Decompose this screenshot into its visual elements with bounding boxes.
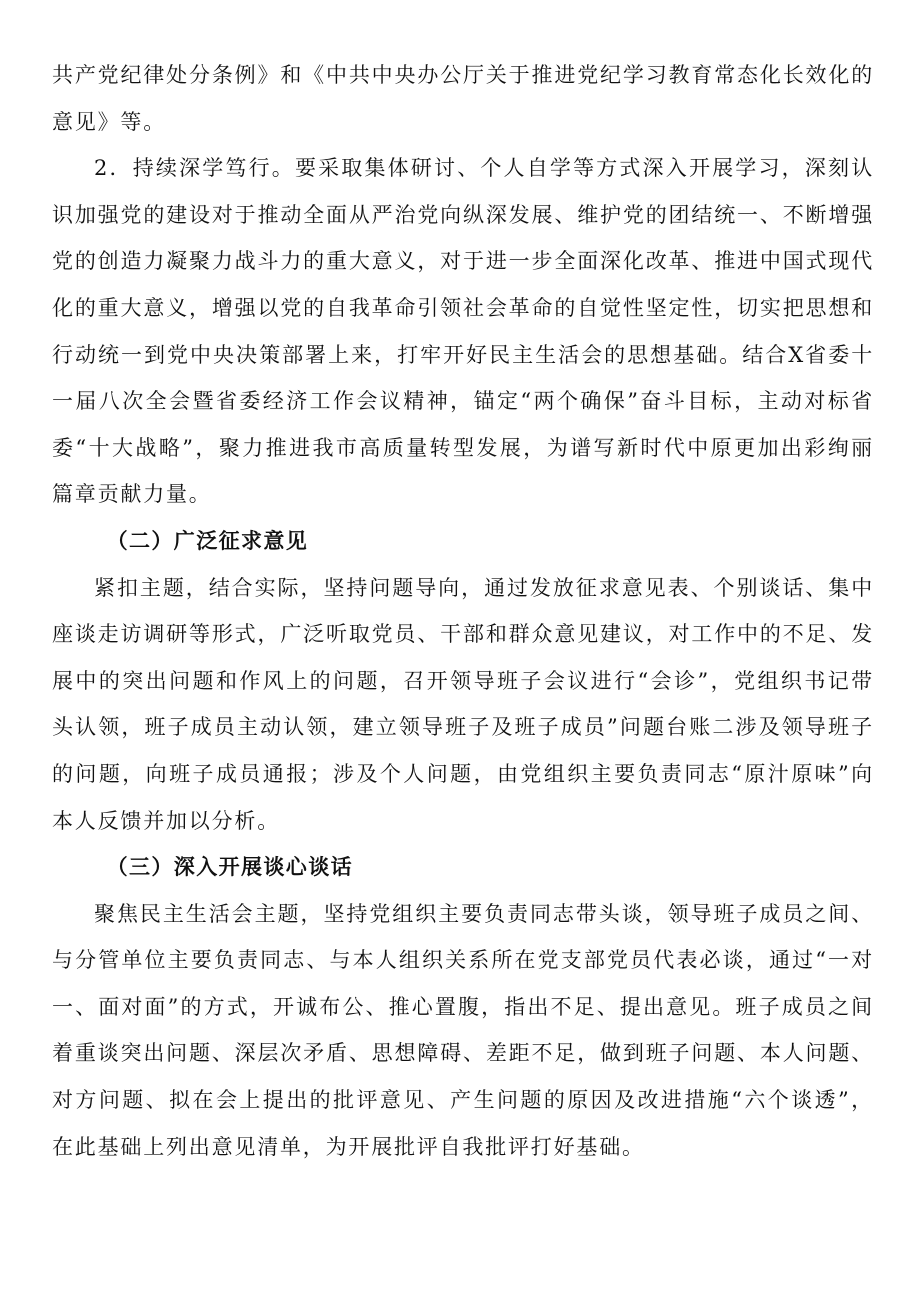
section-heading-heart-to-heart-talks: （三）深入开展谈心谈话 [106, 855, 353, 880]
section-heading-solicit-opinions: （二）广泛征求意见 [106, 528, 309, 553]
paragraph-continuation: 共产党纪律处分条例》和《中共中央办公厅关于推进党纪学习教育常态化长效化的意见》等。 [52, 63, 874, 134]
paragraph-study-practice: 2．持续深学笃行。要采取集体研讨、个人自学等方式深入开展学习，深刻认识加强党的建设对于推动全面从严治党向纵深发展、维护党的团结统一、不断增强党的创造力凝聚力战斗力的重大意义，对于进一步全面深化改革、推进中国式现代化的重大意义，增强以党的自我革命引领社会革命的自觉性坚定性，切实把思想和行动统一到党中央决策部署上来，打牢开好民主生活会的思想基础。结合X省委十一届八次全会暨省委经济工作会议精神，锚定“两个确保”奋斗目标，主动对标省委“十大战略”，聚力推进我市高质量转型发展，为谱写新时代中原更加出彩绚丽篇章贡献力量。 [52, 156, 874, 507]
paragraph-solicit-opinions: 紧扣主题，结合实际，坚持问题导向，通过发放征求意见表、个别谈话、集中座谈走访调研等形式，广泛听取党员、干部和群众意见建议，对工作中的不足、发展中的突出问题和作风上的问题，召开领导班子会议进行“会诊”，党组织书记带头认领，班子成员主动认领，建立领导班子及班子成员”问题台账二涉及领导班子的问题，向班子成员通报；涉及个人问题，由党组织主要负责同志“原汁原味”向本人反馈并加以分析。 [52, 575, 874, 833]
paragraph-heart-to-heart-talks: 聚焦民主生活会主题，坚持党组织主要负责同志带头谈，领导班子成员之间、与分管单位主要负责同志、与本人组织关系所在党支部党员代表必谈，通过“一对一、面对面”的方式，开诚布公、推心置腹，指出不足、提出意见。班子成员之间着重谈突出问题、深层次矛盾、思想障碍、差距不足，做到班子问题、本人问题、对方问题、拟在会上提出的批评意见、产生问题的原因及改进措施“六个谈透”，在此基础上列出意见清单，为开展批评自我批评打好基础。 [52, 901, 874, 1159]
